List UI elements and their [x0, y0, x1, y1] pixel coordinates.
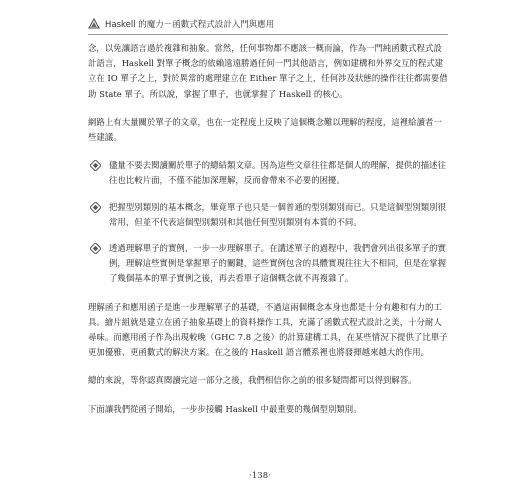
- list-item: [88, 200, 448, 230]
- list-item: [88, 241, 448, 287]
- bullet-diamond-icon: [90, 243, 101, 254]
- running-header: [88, 13, 448, 35]
- book-title: Haskell 的魔力－函數式程式設計入門與應用: [105, 20, 275, 30]
- paragraph-functors: 理解函子和應用函子是進一步理解單子的基礎，不過這兩個概念本身也都是十分有趣和有力的工具。繪片組就是建立在函子抽象基礎上的資料操作工具，充滿了函數式程式設計之美，十分耐人尋味。而應用函子作為出現較晚（GHC 7.8 之後）的計算建構工具，在某些情況下提供了比單子更加優雅、更函數式的解決方案。在之後的 Haskell 語言體系裡也將發揮越來越大的作用。: [88, 301, 448, 358]
- paragraph-summary: 總的來說，等你認真閱讀完這一部分之後，我們相信你之前的很多疑問都可以得到解答。: [88, 375, 417, 386]
- advice-list: [88, 158, 448, 286]
- bullet-diamond-icon: [90, 160, 101, 171]
- list-item-text: 儘量不要去閱讀關於單子的總結類文章。因為這些文章往往都是個人的理解，提供的描述往往也比較片面，不僅不能加深理解，反而會帶來不必要的困擾。: [109, 160, 446, 186]
- bullet-diamond-icon: [90, 202, 101, 213]
- list-item: [88, 158, 448, 188]
- header-divider: [88, 34, 448, 35]
- paragraph-intro: 念，以免讓語言過於複雜和抽象。當然，任何事物都不應該一概而論，作為一門純函數式程式設計語言，Haskell 對單子概念的依賴遠遠勝過任何一門其他語言，例如建構和外界交互的程式建立在 IO 單子之上，對於異常的處理建立在 Either 單子之上，任何涉及狀態的操作往往都需要借助 State 單子。所以說，掌握了單子，也就掌握了 Haskell 的核心。: [88, 43, 448, 99]
- page-number: ‧138‧: [249, 471, 271, 481]
- paragraph-advice-lead: 網路上有大量關於單子的文章，也在一定程度上反映了這個概念難以理解的程度，這裡給讀者一些建議。: [88, 116, 442, 143]
- triangle-tree-logo-icon: [88, 18, 100, 30]
- paragraph-next: 下面讓我們從函子開始，一步步接觸 Haskell 中最重要的幾個型別類別。: [88, 403, 362, 414]
- list-item-text: 把握型別類別的基本概念，畢竟單子也只是一個普通的型別類別而已。只是這個型別類別很常用，但並不代表這個型別類別和其他任何型別類別有本質的不同。: [109, 201, 446, 227]
- list-item-text: 透過理解單子的實例，一步一步理解單子。在講述單子的過程中，我們會列出很多單子的實例，理解這些實例是掌握單子的關鍵，這些實例包含的具體實現往往大不相同，但是在掌握了幾個基本的單子實例之後，再去看單子這個概念就不再複雜了。: [109, 243, 446, 284]
- page-body: [88, 41, 448, 417]
